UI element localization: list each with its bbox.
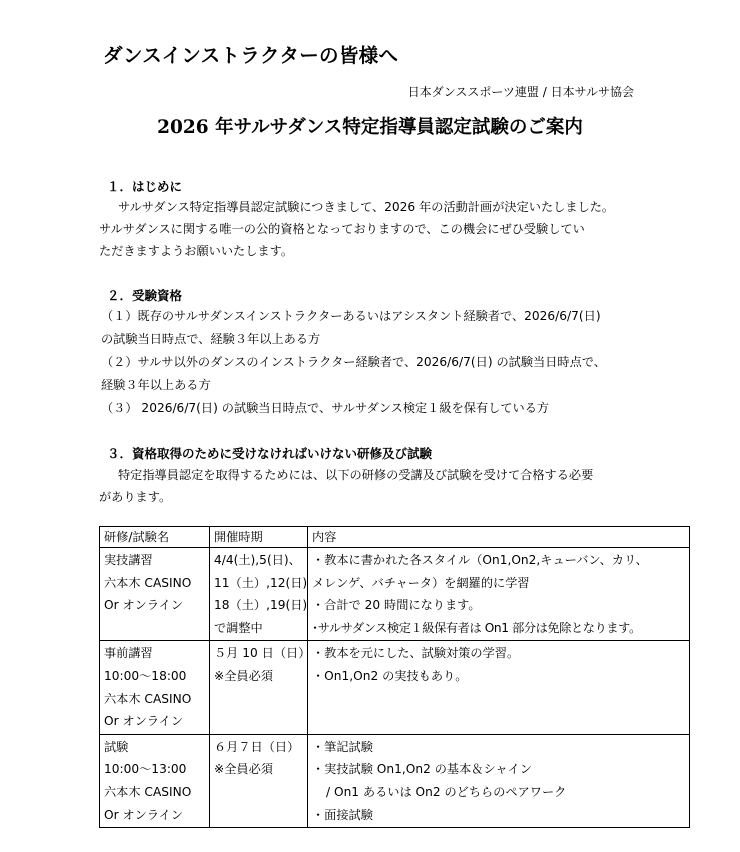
cell-line: ・面接試験 — [312, 807, 373, 822]
cell-line: 事前講習 — [104, 646, 153, 661]
cell-line: 実技講習 — [104, 553, 153, 567]
training-schedule-table — [99, 526, 690, 828]
cell-line: 六本木 CASINO — [104, 575, 192, 590]
section2-line: （１）既存のサルサダンスインストラクターあるいはアシスタント経験者で、2026/6/7(日) — [101, 309, 601, 323]
section1-heading: １．はじめに — [107, 179, 183, 194]
cell-line: 10:00～18:00 — [104, 668, 187, 683]
cell-line: Or オンライン — [104, 807, 184, 822]
row-schedule-cell — [210, 641, 311, 734]
header-schedule: 開催時期 — [210, 527, 308, 548]
cell-line: ・教本に書かれた各スタイル（On1,On2,キューバン、カリ、 — [312, 553, 648, 567]
cell-line: ・教本を元にした、試験対策の学習。 — [312, 646, 520, 661]
section3-heading: ３．資格取得のために受けなければいけない研修及び試験 — [107, 446, 433, 461]
cell-line: ※全員必須 — [214, 762, 273, 777]
cell-line: 試験 — [104, 739, 129, 754]
cell-line: 六本木 CASINO — [104, 784, 192, 799]
table-row — [100, 734, 690, 827]
organizations: 日本ダンススポーツ連盟 / 日本サルサ協会 — [407, 85, 634, 99]
cell-line: 18（土）,19(日) — [214, 598, 308, 613]
row-name-cell — [100, 641, 210, 734]
section3-line: 特定指導員認定を取得するためには、以下の研修の受講及び試験を受けて合格する必要 — [118, 468, 594, 482]
cell-line: ・筆記試験 — [312, 739, 373, 754]
cell-line: メレンゲ、バチャータ）を網羅的に学習 — [312, 575, 530, 590]
row-name-cell — [100, 734, 210, 827]
cell-line: ・合計で 20 時間になります。 — [312, 598, 481, 613]
header-name: 研修/試験名 — [100, 527, 210, 548]
cell-line: ・On1,On2 の実技もあり。 — [312, 668, 468, 683]
section2-heading: ２．受験資格 — [107, 288, 183, 303]
cell-line: ・実技試験 On1,On2 の基本＆シャイン — [312, 762, 532, 777]
cell-line: 4/4(土),5(日)、 — [214, 553, 301, 567]
section2-line: 経験３年以上ある方 — [101, 378, 211, 392]
cell-line: ･サルサダンス検定１級保有者は On1 部分は免除となります。 — [312, 620, 641, 635]
row-content-cell — [308, 734, 690, 827]
row-schedule-cell — [210, 734, 308, 827]
document-title: 2026 年サルサダンス特定指導員認定試験のご案内 — [157, 117, 583, 138]
cell-line: 11（土）,12(日) — [214, 575, 308, 590]
cell-line: で調整中 — [214, 620, 263, 635]
row-content-cell — [308, 548, 690, 641]
row-schedule-cell — [210, 548, 308, 641]
greeting-heading: ダンスインストラクターの皆様へ — [103, 44, 399, 67]
section2-line: （３） 2026/6/7(日) の試験当日時点で、サルサダンス検定１級を保有している方 — [101, 401, 550, 415]
table-row — [100, 548, 690, 641]
cell-line: 六本木 CASINO — [104, 691, 192, 706]
row-name-cell — [100, 548, 210, 641]
section3-line: があります。 — [99, 490, 172, 504]
section1-line: サルサダンスに関する唯一の公的資格となっておりますので、この機会にぜひ受験してい — [99, 222, 585, 236]
row-content-cell — [308, 641, 690, 734]
cell-line: / On1 あるいは On2 のどちらのペアワーク — [326, 784, 567, 799]
cell-line: Or オンライン — [104, 598, 184, 613]
section1-line: サルサダンス特定指導員認定試験につきまして、2026 年の活動計画が決定いたしました。 — [118, 200, 615, 214]
section2-line: の試験当日時点で、経験３年以上ある方 — [101, 332, 321, 346]
header-content: 内容 — [308, 527, 690, 548]
cell-line: 10:00～13:00 — [104, 762, 187, 777]
section1-line: ただきますようお願いいたします。 — [99, 244, 294, 258]
cell-line: ※全員必須 — [214, 668, 273, 683]
cell-line: ６月７日（日） — [214, 739, 300, 754]
table-header-row — [100, 527, 690, 548]
section2-line: （２）サルサ以外のダンスのインストラクター経験者で、2026/6/7(日) の試験当日時点で、 — [101, 355, 606, 369]
cell-line: ５月 10 日（日） — [214, 646, 311, 661]
table-row — [100, 641, 690, 734]
cell-line: Or オンライン — [104, 714, 184, 729]
